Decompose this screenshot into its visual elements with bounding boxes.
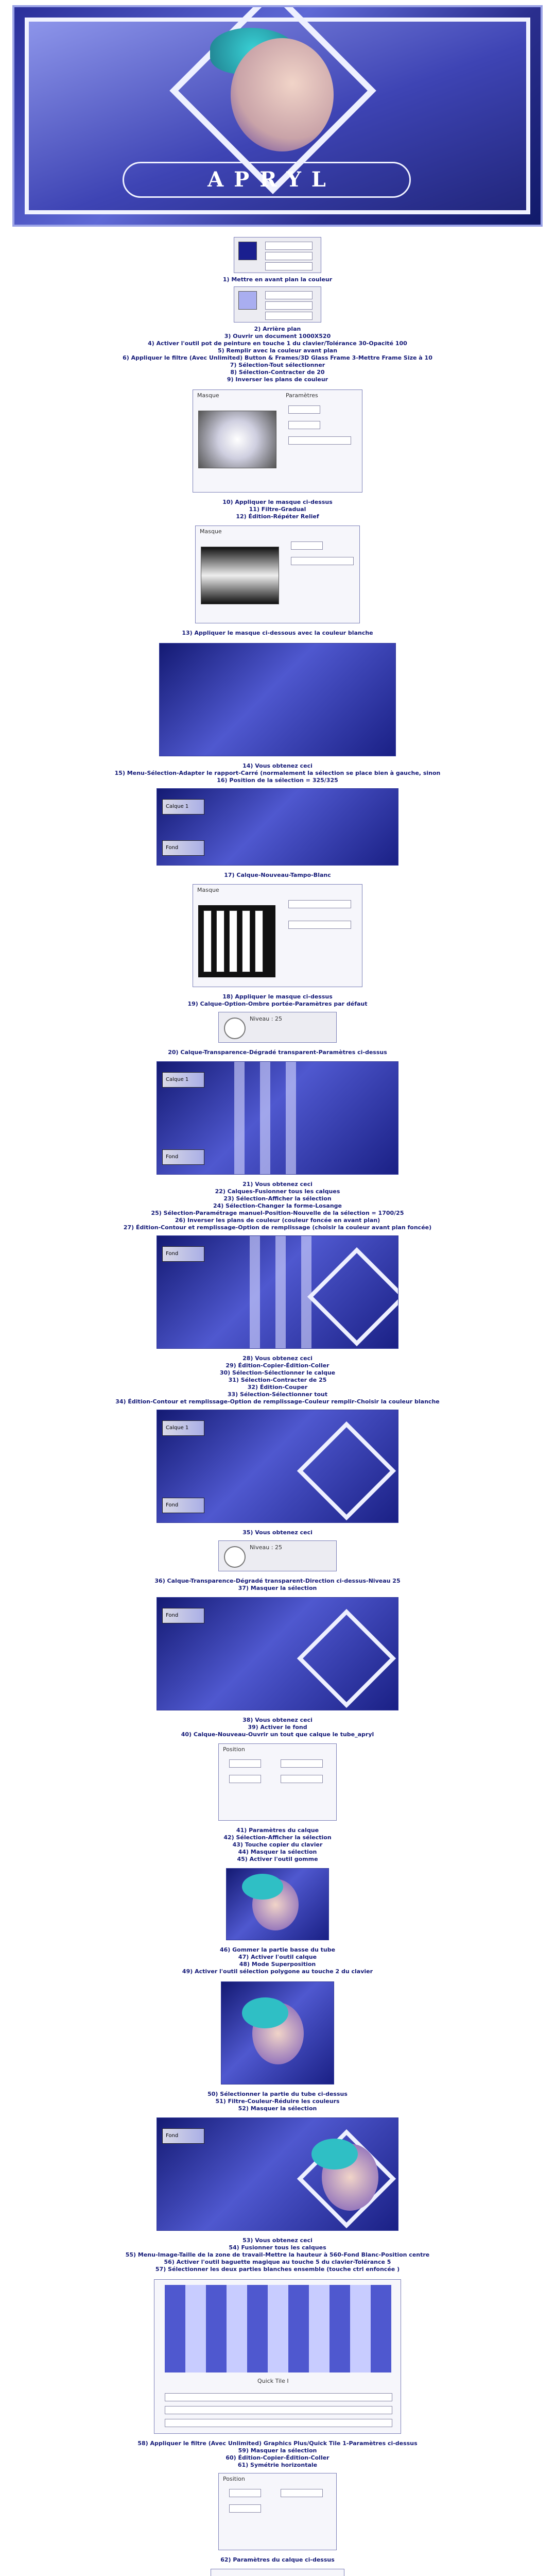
step-20: 20) Calque-Transparence-Dégradé transparent-Paramètres ci-dessus <box>168 1049 387 1056</box>
step-25: 25) Sélection-Paramétrage manuel-Position-Nouvelle de la sélection = 1700/25 <box>151 1210 404 1216</box>
slider-field[interactable] <box>165 2406 392 2414</box>
step-37: 37) Masquer la sélection <box>238 1585 317 1591</box>
step-4: 4) Activer l'outil pot de peinture en touche 1 du clavier/Tolérance 30-Opacité 100 <box>148 340 407 347</box>
shadow-dialog <box>211 2569 344 2576</box>
step-60: 60) Édition-Copier-Édition-Coller <box>226 2454 329 2461</box>
diamond-shape <box>297 1421 396 1520</box>
param-field[interactable] <box>229 1759 261 1768</box>
step-47: 47) Activer l'outil calque <box>238 1954 317 1960</box>
step-52: 52) Masquer la sélection <box>238 2105 317 2112</box>
foreground-swatch <box>238 242 257 260</box>
step-48: 48) Mode Superposition <box>239 1961 316 1968</box>
step-42: 42) Sélection-Afficher la sélection <box>223 1834 332 1841</box>
step-22: 22) Calques-Fusionner tous les calques <box>215 1188 340 1195</box>
param-field[interactable] <box>229 1775 261 1783</box>
gradient-level: Niveau : 25 <box>250 1015 282 1022</box>
step-50: 50) Sélectionner la partie du tube ci-dessus <box>207 2091 348 2097</box>
step-51: 51) Filtre-Couleur-Réduire les couleurs <box>215 2098 340 2105</box>
gradient-level: Niveau : 25 <box>250 1544 282 1551</box>
result-image <box>159 643 396 756</box>
layer-thumb[interactable]: Fond <box>162 1149 204 1165</box>
layer-thumb[interactable]: Fond <box>162 1246 204 1262</box>
result-image-layers <box>157 788 398 866</box>
step-6: 6) Appliquer le filtre (Avec Unlimited) Button & Frames/3D Glass Frame 3-Mettre Frame Size à 10 <box>123 354 432 361</box>
color-panel-background <box>234 286 321 323</box>
slider-field[interactable] <box>165 2419 392 2427</box>
tile-preview <box>165 2285 391 2372</box>
tube-image <box>226 1868 329 1940</box>
step-57: 57) Sélectionner les deux parties blanches ensemble (touche ctrl enfoncée ) <box>155 2266 400 2273</box>
step-3: 3) Ouvrir un document 1000X520 <box>224 333 331 340</box>
position-label: Position <box>223 2476 245 2482</box>
mask-preview <box>201 547 279 604</box>
quick-tile-dialog <box>154 2279 401 2434</box>
step-24: 24) Sélection-Changer la forme-Losange <box>213 1202 342 1209</box>
step-15: 15) Menu-Sélection-Adapter le rapport-Carré (normalement la sélection se place bien à gauche, sinon <box>114 770 441 776</box>
banner-face <box>231 38 334 151</box>
mask-dialog-3 <box>193 884 362 987</box>
step-56: 56) Activer l'outil baguette magique au touche 5 du clavier-Tolérance 5 <box>164 2259 391 2265</box>
gradient-circle[interactable] <box>224 1018 246 1039</box>
banner-image <box>12 5 543 227</box>
step-29: 29) Édition-Copier-Édition-Coller <box>226 1362 329 1369</box>
step-1: 1) Mettre en avant plan la couleur <box>222 276 333 283</box>
step-33: 33) Sélection-Sélectionner tout <box>227 1391 328 1398</box>
step-9: 9) Inverser les plans de couleur <box>227 376 328 383</box>
background-swatch <box>238 291 257 310</box>
slider-field[interactable] <box>165 2393 392 2401</box>
step-40: 40) Calque-Nouveau-Ouvrir un tout que calque le tube_apryl <box>181 1731 374 1738</box>
step-10: 10) Appliquer le masque ci-dessus <box>222 499 333 505</box>
result-image-38 <box>157 1597 398 1710</box>
step-46: 46) Gommer la partie basse du tube <box>219 1946 336 1953</box>
step-2: 2) Arrière plan <box>254 326 301 332</box>
step-12: 12) Édition-Répéter Relief <box>236 513 319 520</box>
param-field[interactable] <box>281 2489 323 2497</box>
step-41: 41) Paramètres du calque <box>236 1827 319 1834</box>
step-5: 5) Remplir avec la couleur avant plan <box>217 347 338 354</box>
step-27: 27) Édition-Contour et remplissage-Option de remplissage (choisir la couleur avant plan foncée) <box>123 1224 432 1231</box>
step-17: 17) Calque-Nouveau-Tampo-Blanc <box>224 872 331 878</box>
step-14: 14) Vous obtenez ceci <box>242 762 313 769</box>
step-21: 21) Vous obtenez ceci <box>242 1181 313 1188</box>
param-field[interactable] <box>288 436 351 445</box>
layer-thumb[interactable]: Calque 1 <box>162 799 204 815</box>
step-23: 23) Sélection-Afficher la sélection <box>223 1195 332 1202</box>
gradient-circle[interactable] <box>224 1546 246 1568</box>
step-26: 26) Inverser les plans de couleur (couleur foncée en avant plan) <box>175 1217 380 1224</box>
result-image-53 <box>157 2117 398 2231</box>
step-7: 7) Sélection-Tout sélectionner <box>230 362 325 368</box>
step-49: 49) Activer l'outil sélection polygone au touche 2 du clavier <box>182 1968 373 1975</box>
step-53: 53) Vous obtenez ceci <box>242 2237 313 2244</box>
param-field[interactable] <box>288 900 351 908</box>
step-39: 39) Activer le fond <box>248 1724 307 1731</box>
layer-thumb[interactable]: Fond <box>162 840 204 856</box>
layer-thumb[interactable]: Fond <box>162 1608 204 1623</box>
step-62: 62) Paramètres du calque ci-dessus <box>220 2556 335 2563</box>
step-28: 28) Vous obtenez ceci <box>242 1355 313 1362</box>
position-label: Position <box>223 1746 245 1753</box>
mask-preview <box>198 411 276 468</box>
step-45: 45) Activer l'outil gomme <box>237 1856 318 1862</box>
mask-dialog-2 <box>195 526 360 623</box>
step-13: 13) Appliquer le masque ci-dessous avec la couleur blanche <box>182 630 373 636</box>
step-11: 11) Filtre-Gradual <box>249 506 306 513</box>
step-43: 43) Touche copier du clavier <box>232 1841 323 1848</box>
mask-preview <box>198 905 275 977</box>
dialog-title: Masque <box>197 392 219 399</box>
dialog-title: Masque <box>200 528 222 535</box>
step-44: 44) Masquer la sélection <box>238 1849 317 1855</box>
step-32: 32) Édition-Couper <box>247 1384 308 1391</box>
step-61: 61) Symétrie horizontale <box>237 2462 318 2468</box>
params-title: Paramètres <box>286 392 318 399</box>
dialog-title: Masque <box>197 887 219 893</box>
diamond-shape <box>307 1247 398 1346</box>
step-54: 54) Fusionner tous les calques <box>229 2244 326 2251</box>
filter-title: Quick Tile I <box>257 2378 289 2384</box>
step-34: 34) Édition-Contour et remplissage-Option de remplissage-Couleur remplir-Choisir la couleur blanche <box>115 1398 440 1405</box>
step-38: 38) Vous obtenez ceci <box>242 1717 313 1723</box>
layer-params-dialog <box>218 1743 337 1821</box>
layer-thumb[interactable]: Fond <box>162 2128 204 2144</box>
result-image-diamond <box>157 1410 398 1523</box>
color-panel-foreground <box>234 237 321 273</box>
step-19: 19) Calque-Option-Ombre portée-Paramètres par défaut <box>187 1001 368 1007</box>
step-16: 16) Position de la sélection = 325/325 <box>217 777 338 784</box>
param-field[interactable] <box>281 1775 323 1783</box>
layer-thumb[interactable]: Calque 1 <box>162 1072 204 1088</box>
step-59: 59) Masquer la sélection <box>238 2447 317 2454</box>
param-field[interactable] <box>229 2504 261 2513</box>
step-30: 30) Sélection-Sélectionner le calque <box>219 1369 336 1376</box>
banner-title: APRYL <box>123 162 411 198</box>
result-image-stripes-2 <box>157 1235 398 1349</box>
layer-thumb[interactable]: Calque 1 <box>162 1420 204 1436</box>
step-58: 58) Appliquer le filtre (Avec Unlimited) Graphics Plus/Quick Tile 1-Paramètres ci-dessus <box>137 2440 418 2447</box>
gradient-dialog-2 <box>218 1540 337 1571</box>
step-55: 55) Menu-Image-Taille de la zone de travail-Mettre la hauteur à 560-Fond Blanc-Position centre <box>125 2251 430 2258</box>
tube-selection-image <box>221 1981 334 2084</box>
step-18: 18) Appliquer le masque ci-dessus <box>222 993 333 1000</box>
param-field[interactable] <box>291 541 323 550</box>
step-35: 35) Vous obtenez ceci <box>242 1529 313 1536</box>
layer-thumb[interactable]: Fond <box>162 1498 204 1513</box>
diamond-shape <box>297 1609 396 1708</box>
param-field[interactable] <box>288 921 351 929</box>
result-image-stripes <box>157 1061 398 1175</box>
param-field[interactable] <box>229 2489 261 2497</box>
param-field[interactable] <box>288 405 320 414</box>
step-8: 8) Sélection-Contracter de 20 <box>230 369 325 376</box>
param-field[interactable] <box>281 1759 323 1768</box>
step-31: 31) Sélection-Contracter de 25 <box>228 1377 327 1383</box>
step-36: 36) Calque-Transparence-Dégradé transparent-Direction ci-dessus-Niveau 25 <box>154 1578 401 1584</box>
layer-params-dialog-2 <box>218 2473 337 2550</box>
param-field[interactable] <box>291 557 354 565</box>
param-field[interactable] <box>288 421 320 429</box>
gradient-dialog <box>218 1012 337 1043</box>
mask-dialog-1 <box>193 389 362 493</box>
